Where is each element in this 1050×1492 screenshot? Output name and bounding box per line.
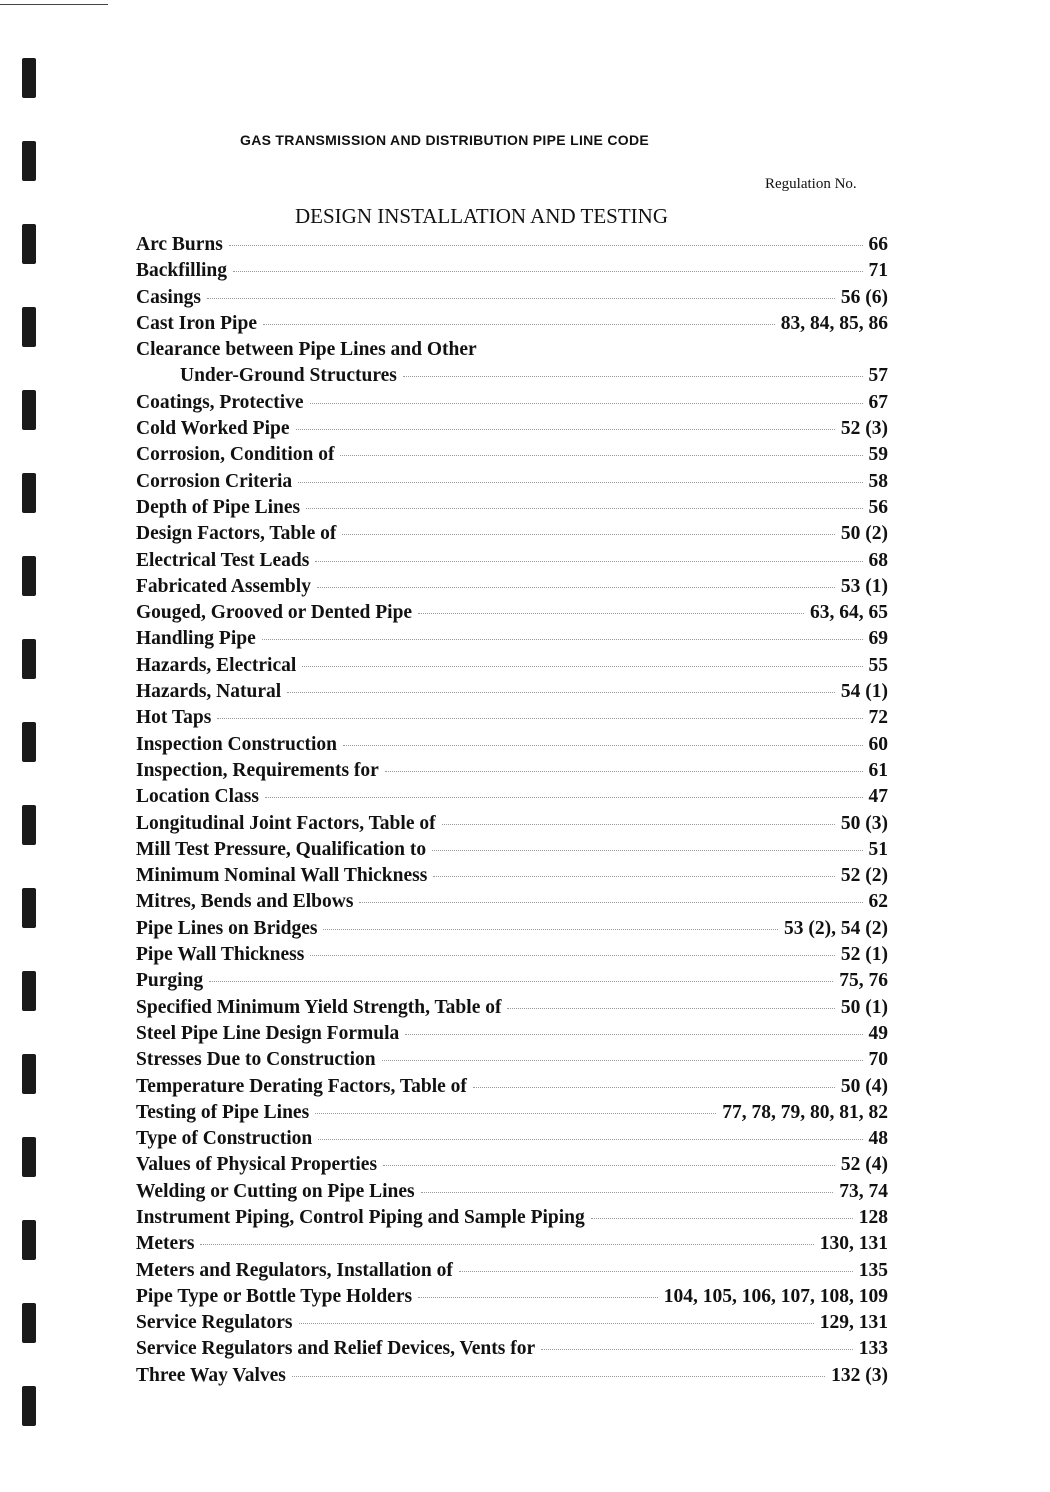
- binder-mark: [22, 473, 36, 513]
- binder-mark: [22, 1137, 36, 1177]
- index-term: Backfilling: [136, 260, 228, 282]
- index-entry: [136, 916, 888, 942]
- regulation-refs: 129, 131: [819, 1312, 888, 1334]
- regulation-refs: 77, 78, 79, 80, 81, 82: [722, 1101, 888, 1123]
- index-entry: [136, 811, 888, 837]
- dot-leader: [200, 1244, 813, 1245]
- dot-leader: [442, 824, 835, 825]
- index-term: Minimum Nominal Wall Thickness: [136, 865, 428, 887]
- regulation-refs: 128: [858, 1206, 888, 1228]
- regulation-refs: 48: [868, 1128, 888, 1150]
- regulation-refs: 49: [868, 1022, 888, 1044]
- index-entry: [136, 1205, 888, 1231]
- index-entry: [136, 1231, 888, 1257]
- index-entry: [136, 521, 888, 547]
- index-term: Service Regulators and Relief Devices, Vents for: [136, 1338, 536, 1360]
- index-entry: [136, 1100, 888, 1126]
- index-term: Three Way Valves: [136, 1364, 286, 1386]
- dot-leader: [217, 718, 862, 719]
- index-entry: [136, 442, 888, 468]
- binder-margin: [22, 58, 38, 1469]
- index-entry: [136, 1152, 888, 1178]
- index-term: Corrosion, Condition of: [136, 444, 335, 466]
- dot-leader: [299, 1323, 814, 1324]
- dot-leader: [315, 561, 862, 562]
- dot-leader: [541, 1349, 853, 1350]
- regulation-refs: 52 (1): [840, 944, 888, 966]
- index-term: Longitudinal Joint Factors, Table of: [136, 812, 436, 834]
- regulation-refs: 50 (2): [840, 523, 888, 545]
- regulation-refs: 67: [868, 391, 888, 413]
- index-entry: [136, 416, 888, 442]
- binder-mark: [22, 224, 36, 264]
- regulation-refs: 132 (3): [831, 1364, 888, 1386]
- index-entry: [136, 548, 888, 574]
- index-entry: [136, 1074, 888, 1100]
- regulation-refs: 53 (1): [840, 575, 888, 597]
- binder-mark: [22, 1386, 36, 1426]
- index-entry: [136, 1047, 888, 1073]
- regulation-refs: 47: [868, 786, 888, 808]
- regulation-refs: 73, 74: [839, 1180, 888, 1202]
- regulation-refs: 50 (1): [840, 996, 888, 1018]
- index-entry: [136, 837, 888, 863]
- index-entry: [136, 469, 888, 495]
- dot-leader: [382, 1060, 863, 1061]
- dot-leader: [318, 1139, 862, 1140]
- index-term: Depth of Pipe Lines: [136, 496, 301, 518]
- index-term: Meters: [136, 1233, 195, 1255]
- index-entry: [136, 863, 888, 889]
- dot-leader: [207, 298, 835, 299]
- regulation-refs: 68: [868, 549, 888, 571]
- dot-leader: [302, 666, 862, 667]
- dot-leader: [292, 1376, 825, 1377]
- index-entry: [136, 1310, 888, 1336]
- dot-leader: [418, 613, 804, 614]
- dot-leader: [229, 245, 863, 246]
- index-entry: [136, 626, 888, 652]
- regulation-refs: 104, 105, 106, 107, 108, 109: [663, 1285, 888, 1307]
- index-term: Hazards, Electrical: [136, 654, 297, 676]
- dot-leader: [298, 482, 862, 483]
- index-term: Hazards, Natural: [136, 681, 282, 703]
- index-entry: [136, 1126, 888, 1152]
- dot-leader: [263, 324, 775, 325]
- binder-mark: [22, 971, 36, 1011]
- dot-leader: [317, 587, 835, 588]
- index-entry: [136, 337, 888, 390]
- index-term: Pipe Lines on Bridges: [136, 917, 318, 939]
- index-entry: [136, 758, 888, 784]
- regulation-refs: 60: [868, 733, 888, 755]
- dot-leader: [296, 429, 835, 430]
- page-title: GAS TRANSMISSION AND DISTRIBUTION PIPE LINE CODE: [240, 132, 650, 148]
- index-entry: [136, 1021, 888, 1047]
- binder-mark: [22, 1054, 36, 1094]
- index-entry: [136, 889, 888, 915]
- index-entry: [136, 653, 888, 679]
- dot-leader: [340, 455, 862, 456]
- index-entry: [136, 574, 888, 600]
- dot-leader: [359, 902, 862, 903]
- regulation-refs: 130, 131: [819, 1233, 888, 1255]
- regulation-refs: 58: [868, 470, 888, 492]
- regulation-refs: 135: [858, 1259, 888, 1281]
- index-term: Hot Taps: [136, 707, 212, 729]
- dot-leader: [473, 1087, 835, 1088]
- index-term: Cold Worked Pipe: [136, 418, 290, 440]
- dot-leader: [306, 508, 862, 509]
- index-term: Welding or Cutting on Pipe Lines: [136, 1180, 415, 1202]
- index-entry: [136, 968, 888, 994]
- index-entry: [136, 495, 888, 521]
- dot-leader: [591, 1218, 853, 1219]
- dot-leader: [343, 745, 863, 746]
- binder-mark: [22, 722, 36, 762]
- index-term: Type of Construction: [136, 1128, 313, 1150]
- index-entry: [136, 1258, 888, 1284]
- dot-leader: [209, 981, 833, 982]
- section-heading: DESIGN INSTALLATION AND TESTING: [295, 204, 668, 228]
- dot-leader: [342, 534, 834, 535]
- regulation-refs: 50 (3): [840, 812, 888, 834]
- regulation-refs: 59: [868, 444, 888, 466]
- regulation-refs: 54 (1): [840, 681, 888, 703]
- dot-leader: [323, 929, 778, 930]
- regulation-refs: 55: [868, 654, 888, 676]
- index-term: Design Factors, Table of: [136, 523, 337, 545]
- index-term: Handling Pipe: [136, 628, 256, 650]
- binder-mark: [22, 390, 36, 430]
- index-entry: [136, 311, 888, 337]
- index-term: Pipe Wall Thickness: [136, 944, 305, 966]
- index-term: Inspection Construction: [136, 733, 337, 755]
- regulation-refs: 70: [868, 1049, 888, 1071]
- regulation-refs: 72: [868, 707, 888, 729]
- index-term: Values of Physical Properties: [136, 1154, 378, 1176]
- regulation-refs: 63, 64, 65: [810, 602, 888, 624]
- dot-leader: [403, 376, 863, 377]
- binder-mark: [22, 556, 36, 596]
- index-term: Meters and Regulators, Installation of: [136, 1259, 453, 1281]
- index-term: Cast Iron Pipe: [136, 312, 257, 334]
- dot-leader: [310, 955, 835, 956]
- dot-leader: [287, 692, 835, 693]
- regulation-refs: 83, 84, 85, 86: [780, 312, 888, 334]
- dot-leader: [418, 1297, 658, 1298]
- regulation-refs: 69: [868, 628, 888, 650]
- binder-mark: [22, 141, 36, 181]
- regulation-refs: 71: [868, 260, 888, 282]
- dot-leader: [507, 1008, 834, 1009]
- index-entry: [136, 679, 888, 705]
- index-entry: [136, 732, 888, 758]
- index-term: Fabricated Assembly: [136, 575, 311, 597]
- index-term: Clearance between Pipe Lines and Other: [136, 339, 477, 361]
- regulation-column-label: Regulation No.: [765, 176, 857, 192]
- index-term: Steel Pipe Line Design Formula: [136, 1022, 400, 1044]
- index-term: Testing of Pipe Lines: [136, 1101, 310, 1123]
- index-entry: [136, 1336, 888, 1362]
- binder-mark: [22, 639, 36, 679]
- regulation-refs: 57: [868, 365, 888, 387]
- regulation-refs: 53 (2), 54 (2): [784, 917, 888, 939]
- dot-leader: [315, 1113, 716, 1114]
- index-term: Stresses Due to Construction: [136, 1049, 376, 1071]
- regulation-refs: 51: [868, 838, 888, 860]
- regulation-refs: 52 (3): [840, 418, 888, 440]
- index-term: Inspection, Requirements for: [136, 759, 379, 781]
- regulation-refs: 52 (4): [840, 1154, 888, 1176]
- index-term: Purging: [136, 970, 204, 992]
- index-term: Arc Burns: [136, 234, 223, 255]
- regulation-refs: 75, 76: [839, 970, 888, 992]
- index-entry: [136, 1363, 888, 1389]
- binder-mark: [22, 1303, 36, 1343]
- regulation-refs: 133: [858, 1338, 888, 1360]
- index-term: Coatings, Protective: [136, 391, 304, 413]
- dot-leader: [265, 797, 863, 798]
- binder-mark: [22, 888, 36, 928]
- dot-leader: [432, 850, 862, 851]
- index-entry: [136, 258, 888, 284]
- index-term: Mill Test Pressure, Qualification to: [136, 838, 427, 860]
- index-entry: [136, 390, 888, 416]
- dot-leader: [421, 1192, 834, 1193]
- index-term: Instrument Piping, Control Piping and Sample Piping: [136, 1206, 585, 1228]
- dot-leader: [383, 1165, 835, 1166]
- index-entry: [136, 705, 888, 731]
- index-list: [136, 232, 888, 1389]
- index-term: Temperature Derating Factors, Table of: [136, 1075, 467, 1097]
- index-term-continued: Under-Ground Structures: [180, 365, 397, 387]
- index-entry: [136, 1179, 888, 1205]
- index-term: Specified Minimum Yield Strength, Table of: [136, 996, 502, 1018]
- index-entry: [136, 285, 888, 311]
- dot-leader: [233, 271, 862, 272]
- regulation-refs: 52 (2): [840, 865, 888, 887]
- index-term: Electrical Test Leads: [136, 549, 310, 571]
- index-entry: [136, 232, 888, 258]
- regulation-refs: 56: [868, 496, 888, 518]
- index-term: Pipe Type or Bottle Type Holders: [136, 1285, 413, 1307]
- binder-mark: [22, 1220, 36, 1260]
- index-term: Gouged, Grooved or Dented Pipe: [136, 602, 413, 624]
- dot-leader: [459, 1271, 853, 1272]
- index-term: Location Class: [136, 786, 259, 808]
- index-entry: [136, 1284, 888, 1310]
- regulation-refs: 62: [868, 891, 888, 913]
- index-term: Casings: [136, 286, 202, 308]
- dot-leader: [310, 403, 863, 404]
- binder-mark: [22, 805, 36, 845]
- index-entry: [136, 995, 888, 1021]
- regulation-refs: 61: [868, 759, 888, 781]
- dot-leader: [405, 1034, 862, 1035]
- binder-mark: [22, 307, 36, 347]
- dot-leader: [262, 639, 863, 640]
- index-entry: [136, 942, 888, 968]
- dot-leader: [385, 771, 863, 772]
- regulation-refs: 50 (4): [840, 1075, 888, 1097]
- index-term: Service Regulators: [136, 1312, 293, 1334]
- top-rule: [0, 4, 108, 5]
- regulation-refs: 66: [868, 234, 888, 255]
- binder-mark: [22, 58, 36, 98]
- index-entry: [136, 600, 888, 626]
- regulation-refs: 56 (6): [840, 286, 888, 308]
- index-entry: [136, 784, 888, 810]
- dot-leader: [433, 876, 835, 877]
- index-term: Corrosion Criteria: [136, 470, 293, 492]
- index-term: Mitres, Bends and Elbows: [136, 891, 354, 913]
